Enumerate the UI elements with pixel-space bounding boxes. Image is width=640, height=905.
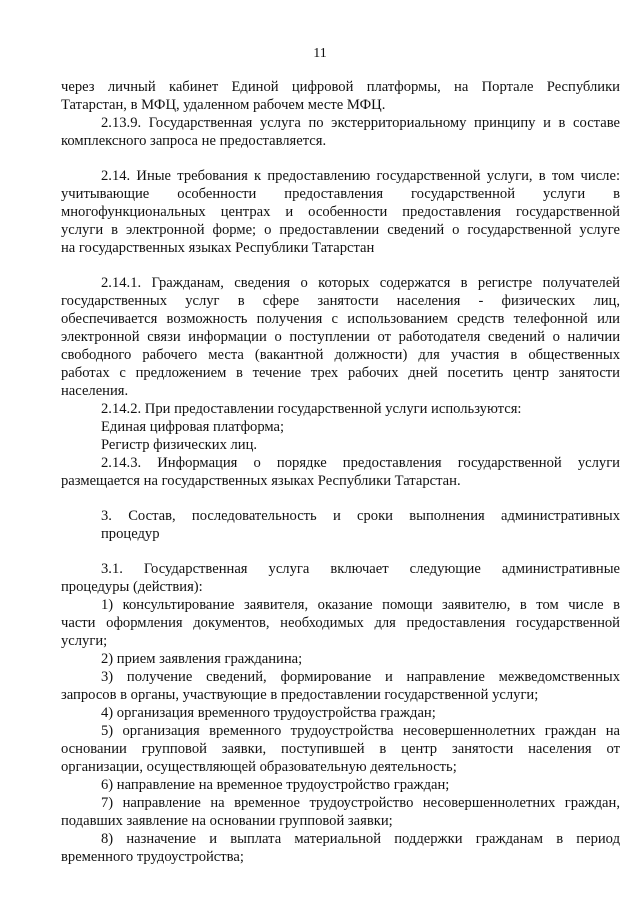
text-line: части оформления документов, необходимых для предоставления государственной xyxy=(61,615,620,631)
text-line: государственных услуг в сфере занятости населения - физических лиц, xyxy=(61,293,620,309)
text-line: многофункциональных центрах и особенности предоставления государственной xyxy=(61,204,620,220)
text-line: на государственных языках Республики Татарстан xyxy=(61,240,375,256)
text-line: услуги в электронной форме; о предоставлении сведений о государственной услуге xyxy=(61,222,620,238)
text-line: 3) получение сведений, формирование и направление межведомственных xyxy=(101,669,620,685)
text-line: 2.14.2. При предоставлении государственной услуги используются: xyxy=(101,401,522,417)
text-line: работах с предложением в течение трех рабочих дней посетить центр занятости xyxy=(61,365,620,381)
text-line: 2.13.9. Государственная услуга по экстерриториальному принципу и в составе xyxy=(101,115,620,131)
text-line: 3. Состав, последовательность и сроки выполнения административных xyxy=(101,508,620,524)
text-line: организации, осуществляющей образовательную деятельность; xyxy=(61,759,457,775)
text-line: населения. xyxy=(61,383,129,399)
text-line: 2) прием заявления гражданина; xyxy=(101,651,303,667)
text-line: учитывающие особенности предоставления государственной услуги в xyxy=(61,186,620,202)
text-line: 7) направление на временное трудоустройство несовершеннолетних граждан, xyxy=(101,795,620,811)
text-line: комплексного запроса не предоставляется. xyxy=(61,133,327,149)
text-line: размещается на государственных языках Республики Татарстан. xyxy=(61,473,461,489)
page-number: 11 xyxy=(313,46,327,61)
text-line: запросов в органы, участвующие в предоставлении государственной услуги; xyxy=(61,687,539,703)
text-line: 1) консультирование заявителя, оказание помощи заявителю, в том числе в xyxy=(101,597,620,613)
text-line: основании групповой заявки, поступившей в центр занятости населения от xyxy=(61,741,620,757)
text-line: услуги; xyxy=(61,633,108,649)
text-line: 2.14.3. Информация о порядке предоставления государственной услуги xyxy=(101,455,620,471)
text-line: 3.1. Государственная услуга включает следующие административные xyxy=(101,561,620,577)
text-line: временного трудоустройства; xyxy=(61,849,244,865)
text-line: через личный кабинет Единой цифровой платформы, на Портале Республики xyxy=(61,79,620,95)
text-line: обеспечивается возможность получения с использованием средств телефонной или xyxy=(61,311,620,327)
text-line: электронной связи информации о поступлении от работодателя сведений о наличии xyxy=(61,329,620,345)
text-line: процедур xyxy=(101,526,160,542)
text-line: подавших заявление на основании групповой заявки; xyxy=(61,813,393,829)
text-line: свободного рабочего места (вакантной должности) для участия в общественных xyxy=(61,347,620,363)
text-line: 6) направление на временное трудоустройство граждан; xyxy=(101,777,450,793)
text-line: Регистр физических лиц. xyxy=(101,437,258,453)
text-line: Татарстан, в МФЦ, удаленном рабочем месте МФЦ. xyxy=(61,97,386,113)
text-line: 4) организация временного трудоустройства граждан; xyxy=(101,705,436,721)
text-line: Единая цифровая платформа; xyxy=(101,419,285,435)
text-line: 8) назначение и выплата материальной поддержки гражданам в период xyxy=(101,831,620,847)
text-line: 2.14.1. Гражданам, сведения о которых содержатся в регистре получателей xyxy=(101,275,620,291)
text-line: процедуры (действия): xyxy=(61,579,203,595)
text-line: 2.14. Иные требования к предоставлению государственной услуги, в том числе: xyxy=(101,168,620,184)
text-line: 5) организация временного трудоустройства несовершеннолетних граждан на xyxy=(101,723,620,739)
